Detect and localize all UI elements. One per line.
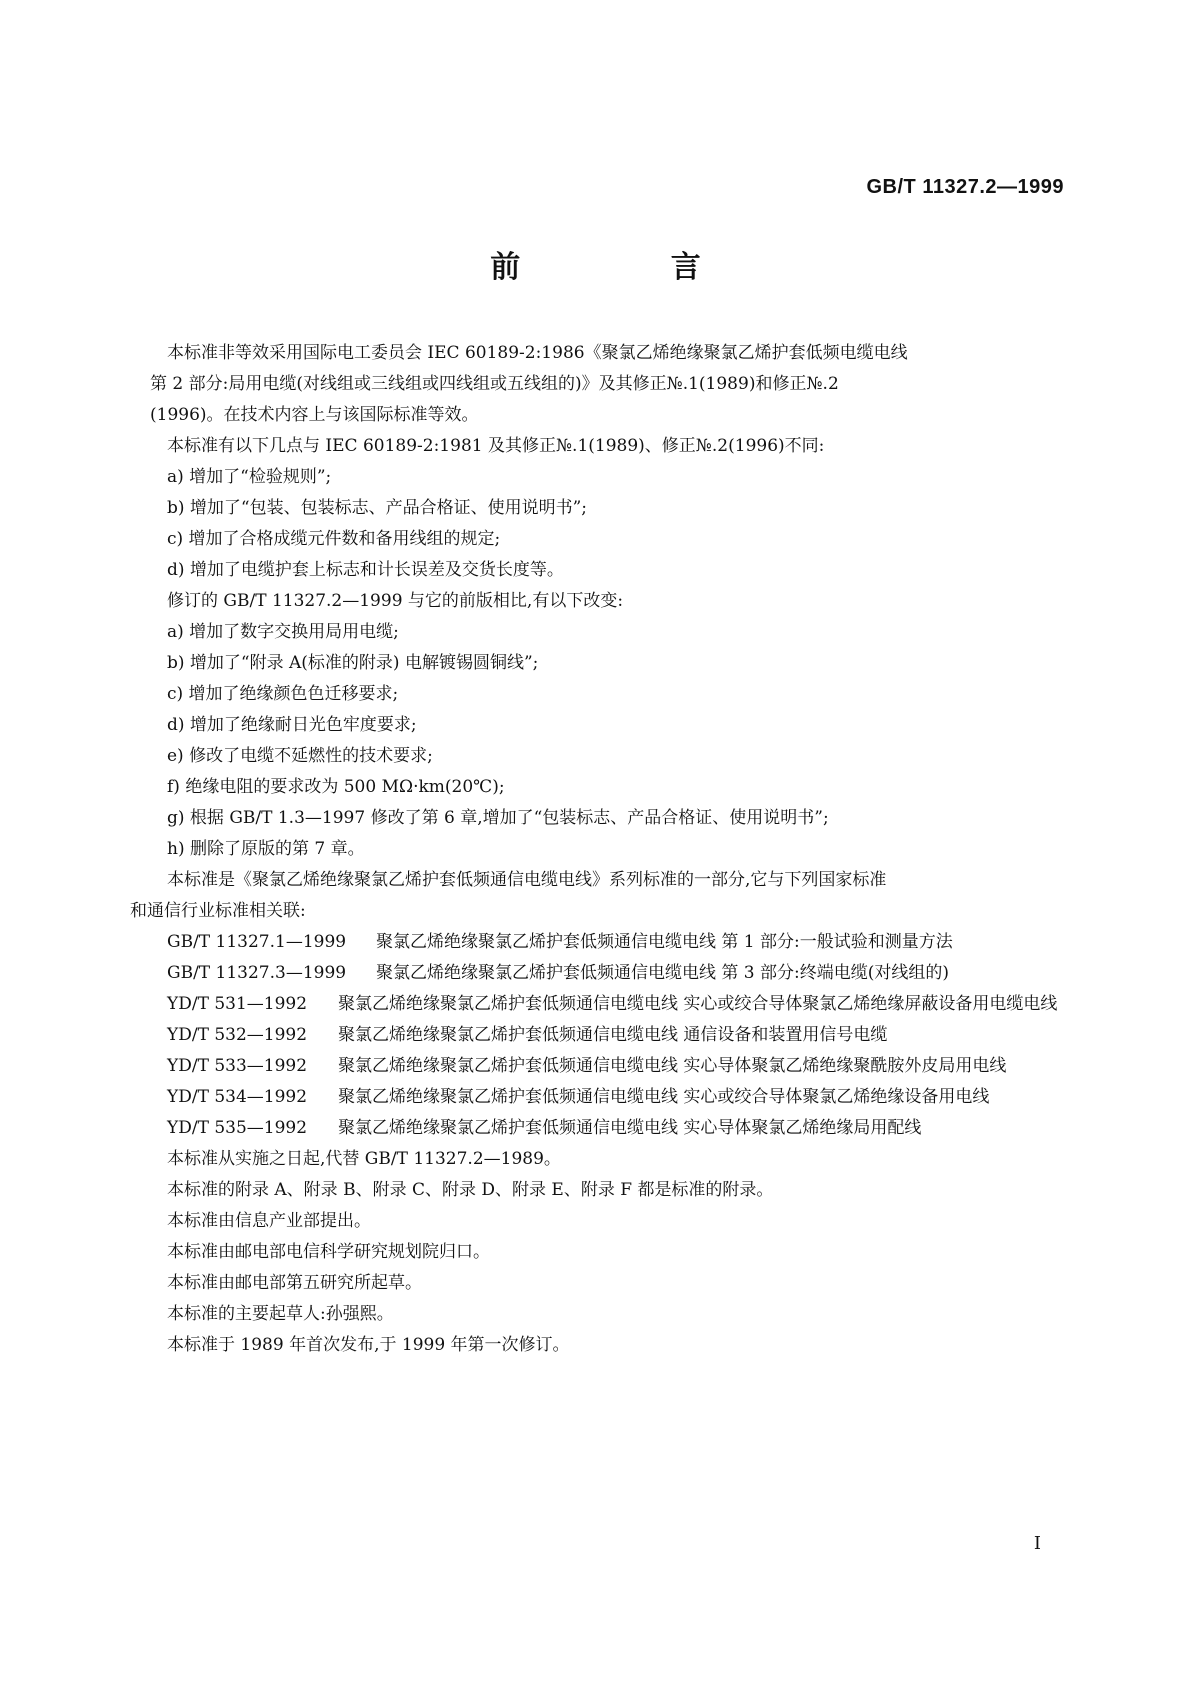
reference-title: 聚氯乙烯绝缘聚氯乙烯护套低频通信电缆电线 实心或绞合导体聚氯乙烯绝缘设备用电线 xyxy=(338,1087,990,1107)
diff-item: a) 增加了“检验规则”; xyxy=(167,467,332,487)
revision-item: d) 增加了绝缘耐日光色牢度要求; xyxy=(167,715,417,735)
reference-title: 聚氯乙烯绝缘聚氯乙烯护套低频通信电缆电线 实心导体聚氯乙烯绝缘局用配线 xyxy=(338,1118,922,1138)
reference-code: YD/T 532—1992 xyxy=(167,1025,308,1045)
reference-title: 聚氯乙烯绝缘聚氯乙烯护套低频通信电缆电线 第 3 部分:终端电缆(对线组的) xyxy=(376,963,950,983)
page-title: 前 言 xyxy=(490,250,771,285)
closing-line: 本标准由邮电部第五研究所起草。 xyxy=(167,1273,422,1293)
diff-intro: 本标准有以下几点与 IEC 60189-2:1981 及其修正№.1(1989)、修正№.2(1996)不同: xyxy=(167,436,825,456)
diff-item: b) 增加了“包装、包装标志、产品合格证、使用说明书”; xyxy=(167,498,588,518)
closing-line: 本标准从实施之日起,代替 GB/T 11327.2—1989。 xyxy=(167,1149,561,1169)
reference-entry xyxy=(0,958,1191,989)
intro-line-1: 本标准非等效采用国际电工委员会 IEC 60189-2:1986《聚氯乙烯绝缘聚氯乙烯护套低频电缆电线 xyxy=(167,343,908,363)
series-line-1: 本标准是《聚氯乙烯绝缘聚氯乙烯护套低频通信电缆电线》系列标准的一部分,它与下列国家标准 xyxy=(167,870,887,890)
series-line-2: 和通信行业标准相关联: xyxy=(130,901,306,921)
reference-title: 聚氯乙烯绝缘聚氯乙烯护套低频通信电缆电线 实心或绞合导体聚氯乙烯绝缘屏蔽设备用电缆电线 xyxy=(338,994,1058,1014)
reference-code: YD/T 535—1992 xyxy=(167,1118,308,1138)
revision-item: e) 修改了电缆不延燃性的技术要求; xyxy=(167,746,433,766)
reference-code: YD/T 534—1992 xyxy=(167,1087,308,1107)
revision-item: g) 根据 GB/T 1.3—1997 修改了第 6 章,增加了“包装标志、产品合格证、使用说明书”; xyxy=(167,808,829,828)
intro-line-3: (1996)。在技术内容上与该国际标准等效。 xyxy=(150,405,479,425)
reference-entry xyxy=(0,989,1191,1020)
closing-line: 本标准于 1989 年首次发布,于 1999 年第一次修订。 xyxy=(167,1335,570,1355)
reference-title: 聚氯乙烯绝缘聚氯乙烯护套低频通信电缆电线 通信设备和装置用信号电缆 xyxy=(338,1025,888,1045)
intro-line-2: 第 2 部分:局用电缆(对线组或三线组或四线组或五线组的)》及其修正№.1(1989)和修正№.2 xyxy=(150,374,839,394)
foreword-body xyxy=(0,338,1191,1361)
revision-intro: 修订的 GB/T 11327.2—1999 与它的前版相比,有以下改变: xyxy=(167,591,624,611)
standard-number: GB/T 11327.2—1999 xyxy=(866,176,1064,198)
reference-entry xyxy=(0,927,1191,958)
reference-entry xyxy=(0,1051,1191,1082)
closing-line: 本标准由信息产业部提出。 xyxy=(167,1211,371,1231)
revision-item: h) 删除了原版的第 7 章。 xyxy=(167,839,365,859)
reference-code: GB/T 11327.3—1999 xyxy=(167,963,347,983)
page-number: I xyxy=(1033,1533,1041,1554)
closing-line: 本标准的附录 A、附录 B、附录 C、附录 D、附录 E、附录 F 都是标准的附录。 xyxy=(167,1180,774,1200)
reference-title: 聚氯乙烯绝缘聚氯乙烯护套低频通信电缆电线 实心导体聚氯乙烯绝缘聚酰胺外皮局用电线 xyxy=(338,1056,1007,1076)
revision-item: b) 增加了“附录 A(标准的附录) 电解镀锡圆铜线”; xyxy=(167,653,539,673)
reference-entry xyxy=(0,1113,1191,1144)
reference-code: GB/T 11327.1—1999 xyxy=(167,932,347,952)
diff-item: c) 增加了合格成缆元件数和备用线组的规定; xyxy=(167,529,501,549)
closing-line: 本标准由邮电部电信科学研究规划院归口。 xyxy=(167,1242,490,1262)
reference-code: YD/T 533—1992 xyxy=(167,1056,308,1076)
reference-entry xyxy=(0,1082,1191,1113)
revision-item: a) 增加了数字交换用局用电缆; xyxy=(167,622,399,642)
reference-entry xyxy=(0,1020,1191,1051)
diff-item: d) 增加了电缆护套上标志和计长误差及交货长度等。 xyxy=(167,560,564,580)
revision-item: c) 增加了绝缘颜色色迁移要求; xyxy=(167,684,399,704)
reference-code: YD/T 531—1992 xyxy=(167,994,308,1014)
reference-title: 聚氯乙烯绝缘聚氯乙烯护套低频通信电缆电线 第 1 部分:一般试验和测量方法 xyxy=(376,932,953,952)
revision-item: f) 绝缘电阻的要求改为 500 MΩ·km(20℃); xyxy=(167,777,505,797)
closing-line: 本标准的主要起草人:孙强熙。 xyxy=(167,1304,394,1324)
